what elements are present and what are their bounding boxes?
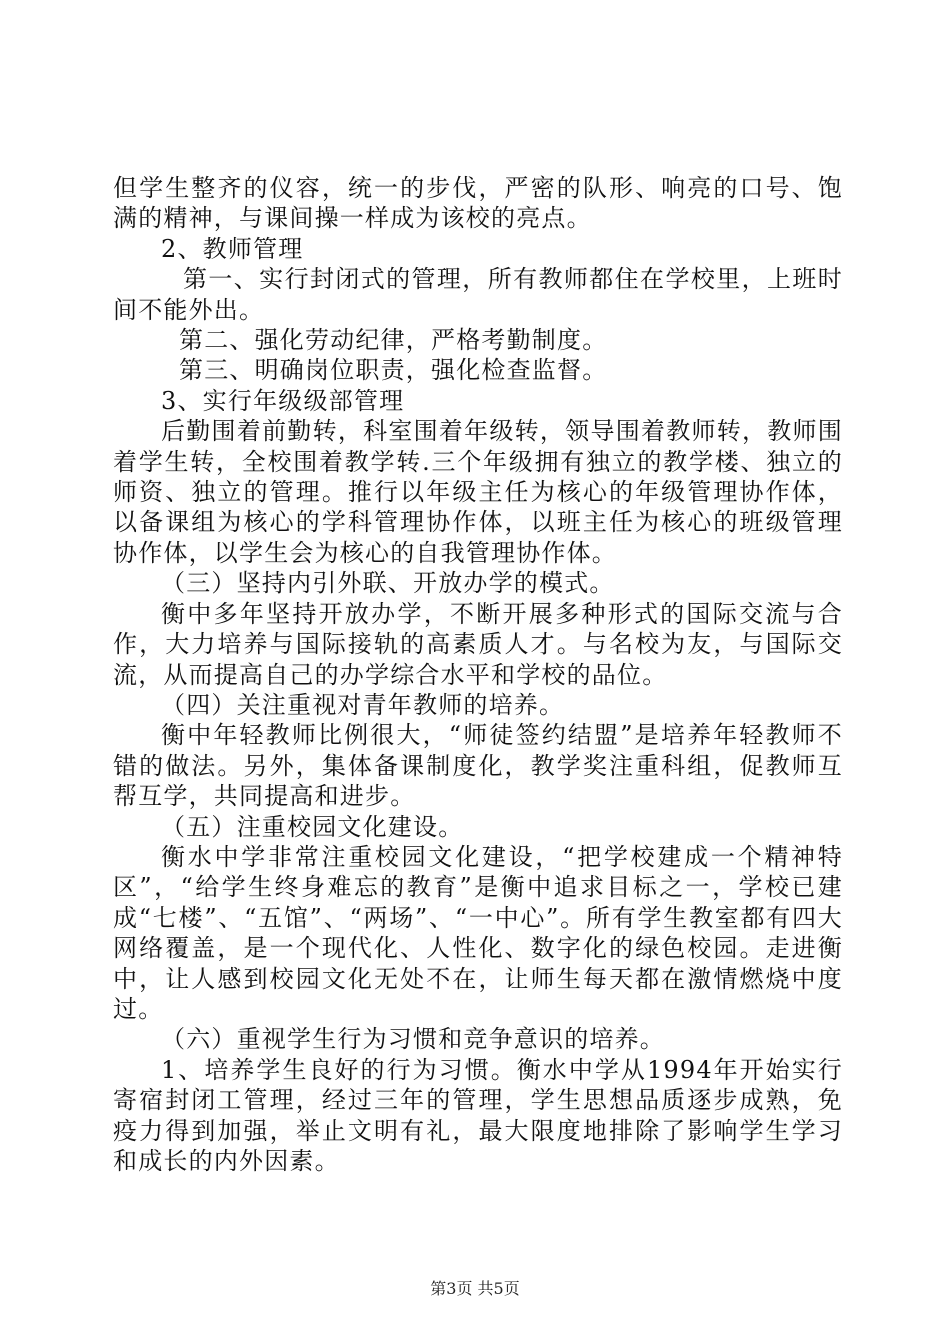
- paragraph-young-teachers: 衡中年轻教师比例很大，“师徒签约结盟”是培养年轻教师不错的做法。另外，集体备课制度化，教学奖注重科组，促教师互帮互学，共同提高和进步。: [113, 721, 843, 811]
- paragraph-campus-culture: 衡水中学非常注重校园文化建设，“把学校建成一个精神特区”，“给学生终身难忘的教育”是衡中追求目标之一，学校已建成“七楼”、“五馆”、“两场”、“一中心”。所有学生教室都有四大网络覆盖，是一个现代化、人性化、数字化的绿色校园。走进衡中，让人感到校园文化无处不在，让师生每天都在激情燃烧中度过。: [113, 842, 843, 1023]
- heading-open-school: （三）坚持内引外联、开放办学的模式。: [161, 569, 615, 598]
- paragraph-grade-management: 后勤围着前勤转，科室围着年级转，领导围着教师转，教师围着学生转，全校围着教学转.三个年级拥有独立的教学楼、独立的师资、独立的管理。推行以年级主任为核心的年级管理协作体，以备课组为核心的学科管理协作体，以班主任为核心的班级管理协作体，以学生会为核心的自我管理协作体。: [113, 417, 843, 567]
- paragraph-open-school: 衡中多年坚持开放办学，不断开展多种形式的国际交流与合作，大力培养与国际接轨的高素质人才。与名校为友，与国际交流，从而提高自己的办学综合水平和学校的品位。: [113, 599, 843, 689]
- heading-young-teachers: （四）关注重视对青年教师的培养。: [161, 690, 565, 719]
- heading-student-habits: （六）重视学生行为习惯和竞争意识的培养。: [161, 1025, 665, 1054]
- paragraph-continuation: 但学生整齐的仪容，统一的步伐，严密的队形、响亮的口号、饱满的精神，与课间操一样成为该校的亮点。: [113, 174, 843, 233]
- paragraph-student-habits: 1、培养学生良好的行为习惯。衡水中学从1994年开始实行寄宿封闭工管理，经过三年的管理，学生思想品质逐步成熟，免疫力得到加强，举止文明有礼，最大限度地排除了影响学生学习和成长的内外因素。: [113, 1055, 843, 1175]
- paragraph-closed-management: 第一、实行封闭式的管理，所有教师都住在学校里，上班时间不能外出。: [113, 265, 843, 324]
- heading-teacher-management: 2、教师管理: [161, 234, 304, 263]
- document-body: [113, 173, 843, 1176]
- page-number-footer: 第3页 共5页: [430, 1279, 520, 1298]
- paragraph-labor-discipline: 第二、强化劳动纪律，严格考勤制度。: [179, 326, 608, 355]
- heading-grade-management: 3、实行年级级部管理: [161, 386, 405, 415]
- paragraph-job-duties: 第三、明确岗位职责，强化检查监督。: [179, 356, 608, 385]
- heading-campus-culture: （五）注重校园文化建设。: [161, 812, 464, 841]
